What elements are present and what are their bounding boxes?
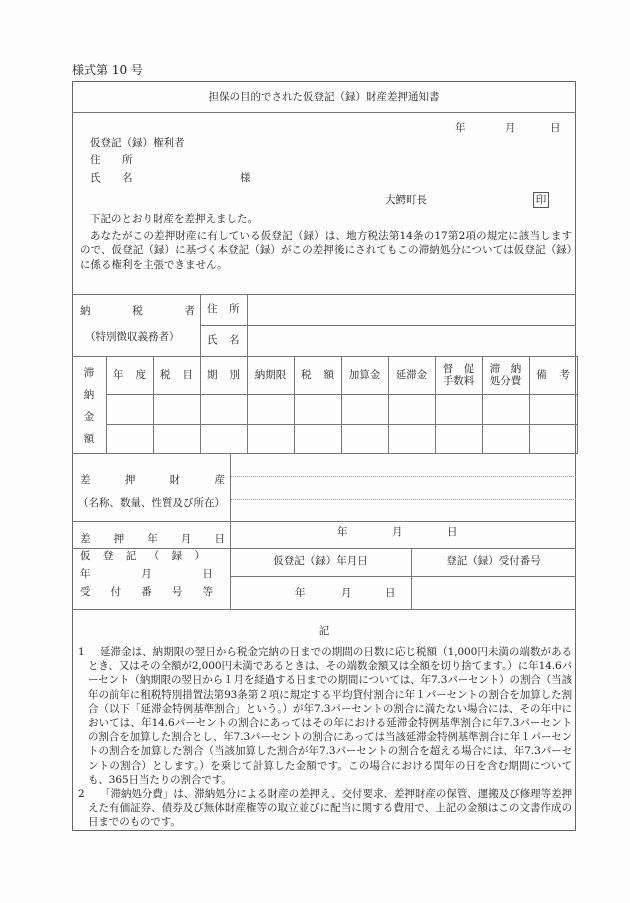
notes-heading: 記 [318,625,330,637]
arrears-cell[interactable] [154,425,199,452]
arrears-cell[interactable] [201,425,246,452]
arrears-header-line: 滞 納 [489,363,522,375]
arrears-column-header [107,357,152,393]
seizure-date-char: 日 [214,533,225,545]
note-number: 1 [78,646,85,658]
arrears-header-line: 処分費 [489,375,522,387]
addressee-address-label-1: 住 [90,154,101,166]
arrears-header-char: 別 [229,369,240,381]
note-number: 2 [78,788,85,801]
addressee-address-label-2: 所 [122,154,133,166]
provisional-label-char: 月 [141,568,152,580]
seizure-date-char: 年 [147,533,158,545]
arrears-cell[interactable] [342,425,387,452]
arrears-column-header [248,357,293,393]
provisional-label-char: （ [148,550,160,562]
provisional-label-line-1 [80,550,205,563]
note-item-2: 「滞納処分費」は、滞納処分による財産の差押え、交付要求、差押財産の保管、運搬及び修理等差押えた有価証券、債券及び無体財産権等の取立並びに配当に関する費用で、上記の金額はこの文書作成の日までのものです。 [88,788,572,829]
issue-date-year: 年 [455,122,466,134]
arrears-cell[interactable] [342,395,387,423]
arrears-header-line: 手数料 [442,375,475,387]
note-item [78,645,572,787]
arrears-header-line: 納期限 [254,369,287,381]
property-label-char: 産 [214,474,225,486]
provisional-date-header: 仮登記（録）年月日 [273,555,368,567]
arrears-column-header [436,357,481,393]
issue-date-day: 日 [550,122,561,134]
addressee-name-label-2: 名 [122,172,133,184]
notice-paragraph: あなたがこの差押財産に有している仮登記（録）は、地方税法第14条の17第2項の規定に該当しますので、仮登記（録）に基づく本登記（録）がこの差押後にされてもこの滞納処分については仮登記（録）に係る権利を主張できません。 [80,230,572,271]
provisional-label-char: ） [194,550,205,562]
issuer-name: 大鰐町長 [385,194,427,206]
arrears-cell[interactable] [436,395,481,423]
property-line [231,476,576,477]
provisional-date-day: 日 [385,587,396,599]
property-line [231,499,576,500]
rights-holder-label: 仮登記（録）権利者 [90,137,185,149]
arrears-header-char: 期 [207,369,218,381]
provisional-label-char: 受 [80,586,91,598]
seizure-date-char: 押 [113,533,125,545]
arrears-cell[interactable] [107,395,152,423]
note-item-1: 延滞金は、納期限の翌日から税金完納の日までの期間の日数に応じ税額（1,000円未満の端数があるとき、又はその全額が2,000円未満であるときは、その端数金額又は全額を切り捨てます。）に年14.6パーセント（納期限の翌日から１月を経過する日までの期間については、年7.3パーセント）の割合（当該年の前年に租税特別措置法第93条第２項に規定する平均貸付割合に年１パーセントの割合を加算した割合（以下「延滞金特例基準割合」という。）が年7.3パーセントの割合に満たない場合には、その年中においては、年14.6パーセントの割合にあってはその年における延滞金特例基準割合に年7.3パーセントの割合を加算した割合とし、年7.3パーセントの割合にあっては当該延滞金特例基準割合に年１パーセントの割合を加算した割合（当該加算した割合が年7.3パーセントの割合を超える場合には、年7.3パーセントの割合）とします。）を乗じて計算した金額です。この場合における閏年の日を含む期間についても、365日当たりの割合です。 [88,646,572,786]
notes-list [78,645,572,830]
divider [230,453,231,522]
provisional-label-char: 登 [102,550,114,562]
property-label [80,474,225,487]
taxpayer-name-label-1: 氏 [207,334,218,346]
arrears-column-header [201,357,246,393]
seizure-date-year: 年 [337,526,348,538]
provisional-label-char: 等 [202,586,213,598]
provisional-date-year: 年 [295,587,306,599]
divider [72,112,576,113]
divider [72,548,576,549]
arrears-column-header [389,357,434,393]
arrears-header-char: 考 [559,369,570,381]
notice-block [80,212,572,272]
note-item [78,787,572,830]
arrears-cell[interactable] [483,425,528,452]
taxpayer-label-char: 者 [184,305,195,317]
divider [72,521,576,522]
divider [200,325,576,326]
provisional-number-header: 登記（録）受付番号 [446,555,541,567]
provisional-date-month: 月 [341,587,352,599]
arrears-side-char: 金 [83,411,95,423]
arrears-cell[interactable] [201,395,246,423]
taxpayer-label-char: 税 [132,305,143,317]
arrears-cell[interactable] [295,425,340,452]
arrears-side-char: 額 [83,433,95,445]
arrears-header-line: 督 促 [442,363,475,375]
arrears-cell[interactable] [154,395,199,423]
seizure-date-char: 月 [180,533,192,545]
taxpayer-name-label-2: 名 [229,334,240,346]
arrears-cell[interactable] [248,425,293,452]
seizure-date-label [80,533,225,546]
arrears-header-char: 目 [182,369,193,381]
divider [72,609,576,610]
arrears-cell[interactable] [483,395,528,423]
arrears-header-char: 年 [113,369,124,381]
arrears-side-label [72,362,106,450]
arrears-column-header [295,357,340,393]
divider [72,453,578,454]
provisional-label-char: 録 [171,550,183,562]
taxpayer-sub-label: （特別徴収義務者） [85,331,180,343]
property-label-char: 押 [124,474,136,486]
provisional-label-char: 記 [125,550,137,562]
arrears-header-char: 税 [160,369,171,381]
provisional-label-char: 日 [202,568,213,580]
arrears-side-char: 納 [83,389,95,401]
provisional-label-line-2 [80,568,213,581]
provisional-label-char: 付 [110,586,122,598]
honorific: 様 [240,172,251,184]
arrears-side-char: 滞 [83,367,95,379]
arrears-cell[interactable] [530,395,576,423]
addressee-name-label-1: 氏 [90,172,101,184]
seizure-date-char: 差 [80,533,91,545]
provisional-label-char: 仮 [80,550,91,562]
arrears-header-char: 税 [301,369,312,381]
arrears-cell[interactable] [107,425,152,452]
divider [72,294,576,295]
arrears-column-header [154,357,199,393]
seizure-date-month: 月 [392,526,403,538]
arrears-cell[interactable] [248,395,293,423]
divider [230,576,576,577]
form-number: 様式第 10 号 [72,63,143,77]
arrears-column-header [483,357,528,393]
arrears-cell[interactable] [530,425,576,452]
notice-line-1: 下記のとおり財産を差押えました。 [90,213,258,225]
arrears-column-header [342,357,387,393]
taxpayer-address-label-2: 所 [229,303,240,315]
arrears-header-line: 延滞金 [395,369,428,381]
provisional-label-char: 番 [141,586,152,598]
arrears-column-header [530,357,576,393]
arrears-header-char: 備 [536,369,547,381]
property-sub-label: （名称、数量、性質及び所在） [78,497,225,509]
arrears-header-char: 額 [323,369,334,381]
arrears-cell[interactable] [389,395,434,423]
issue-date-month: 月 [505,122,516,134]
taxpayer-label-char: 納 [80,305,91,317]
arrears-header-char: 度 [135,369,146,381]
arrears-header-line: 加算金 [348,369,381,381]
seal-stamp: 印 [533,192,549,208]
arrears-cell[interactable] [436,425,481,452]
form-title: 担保の目的でされた仮登記（録）財産差押通知書 [208,91,440,103]
divider [577,356,578,453]
taxpayer-address-label-1: 住 [207,303,218,315]
arrears-cell[interactable] [389,425,434,452]
taxpayer-label [80,305,195,318]
provisional-label-char: 号 [171,586,183,598]
provisional-label-line-3 [80,586,213,599]
property-label-char: 財 [169,474,181,486]
seizure-date-day: 日 [447,526,458,538]
provisional-label-char: 年 [80,568,91,580]
property-label-char: 差 [80,474,91,486]
arrears-cell[interactable] [295,395,340,423]
